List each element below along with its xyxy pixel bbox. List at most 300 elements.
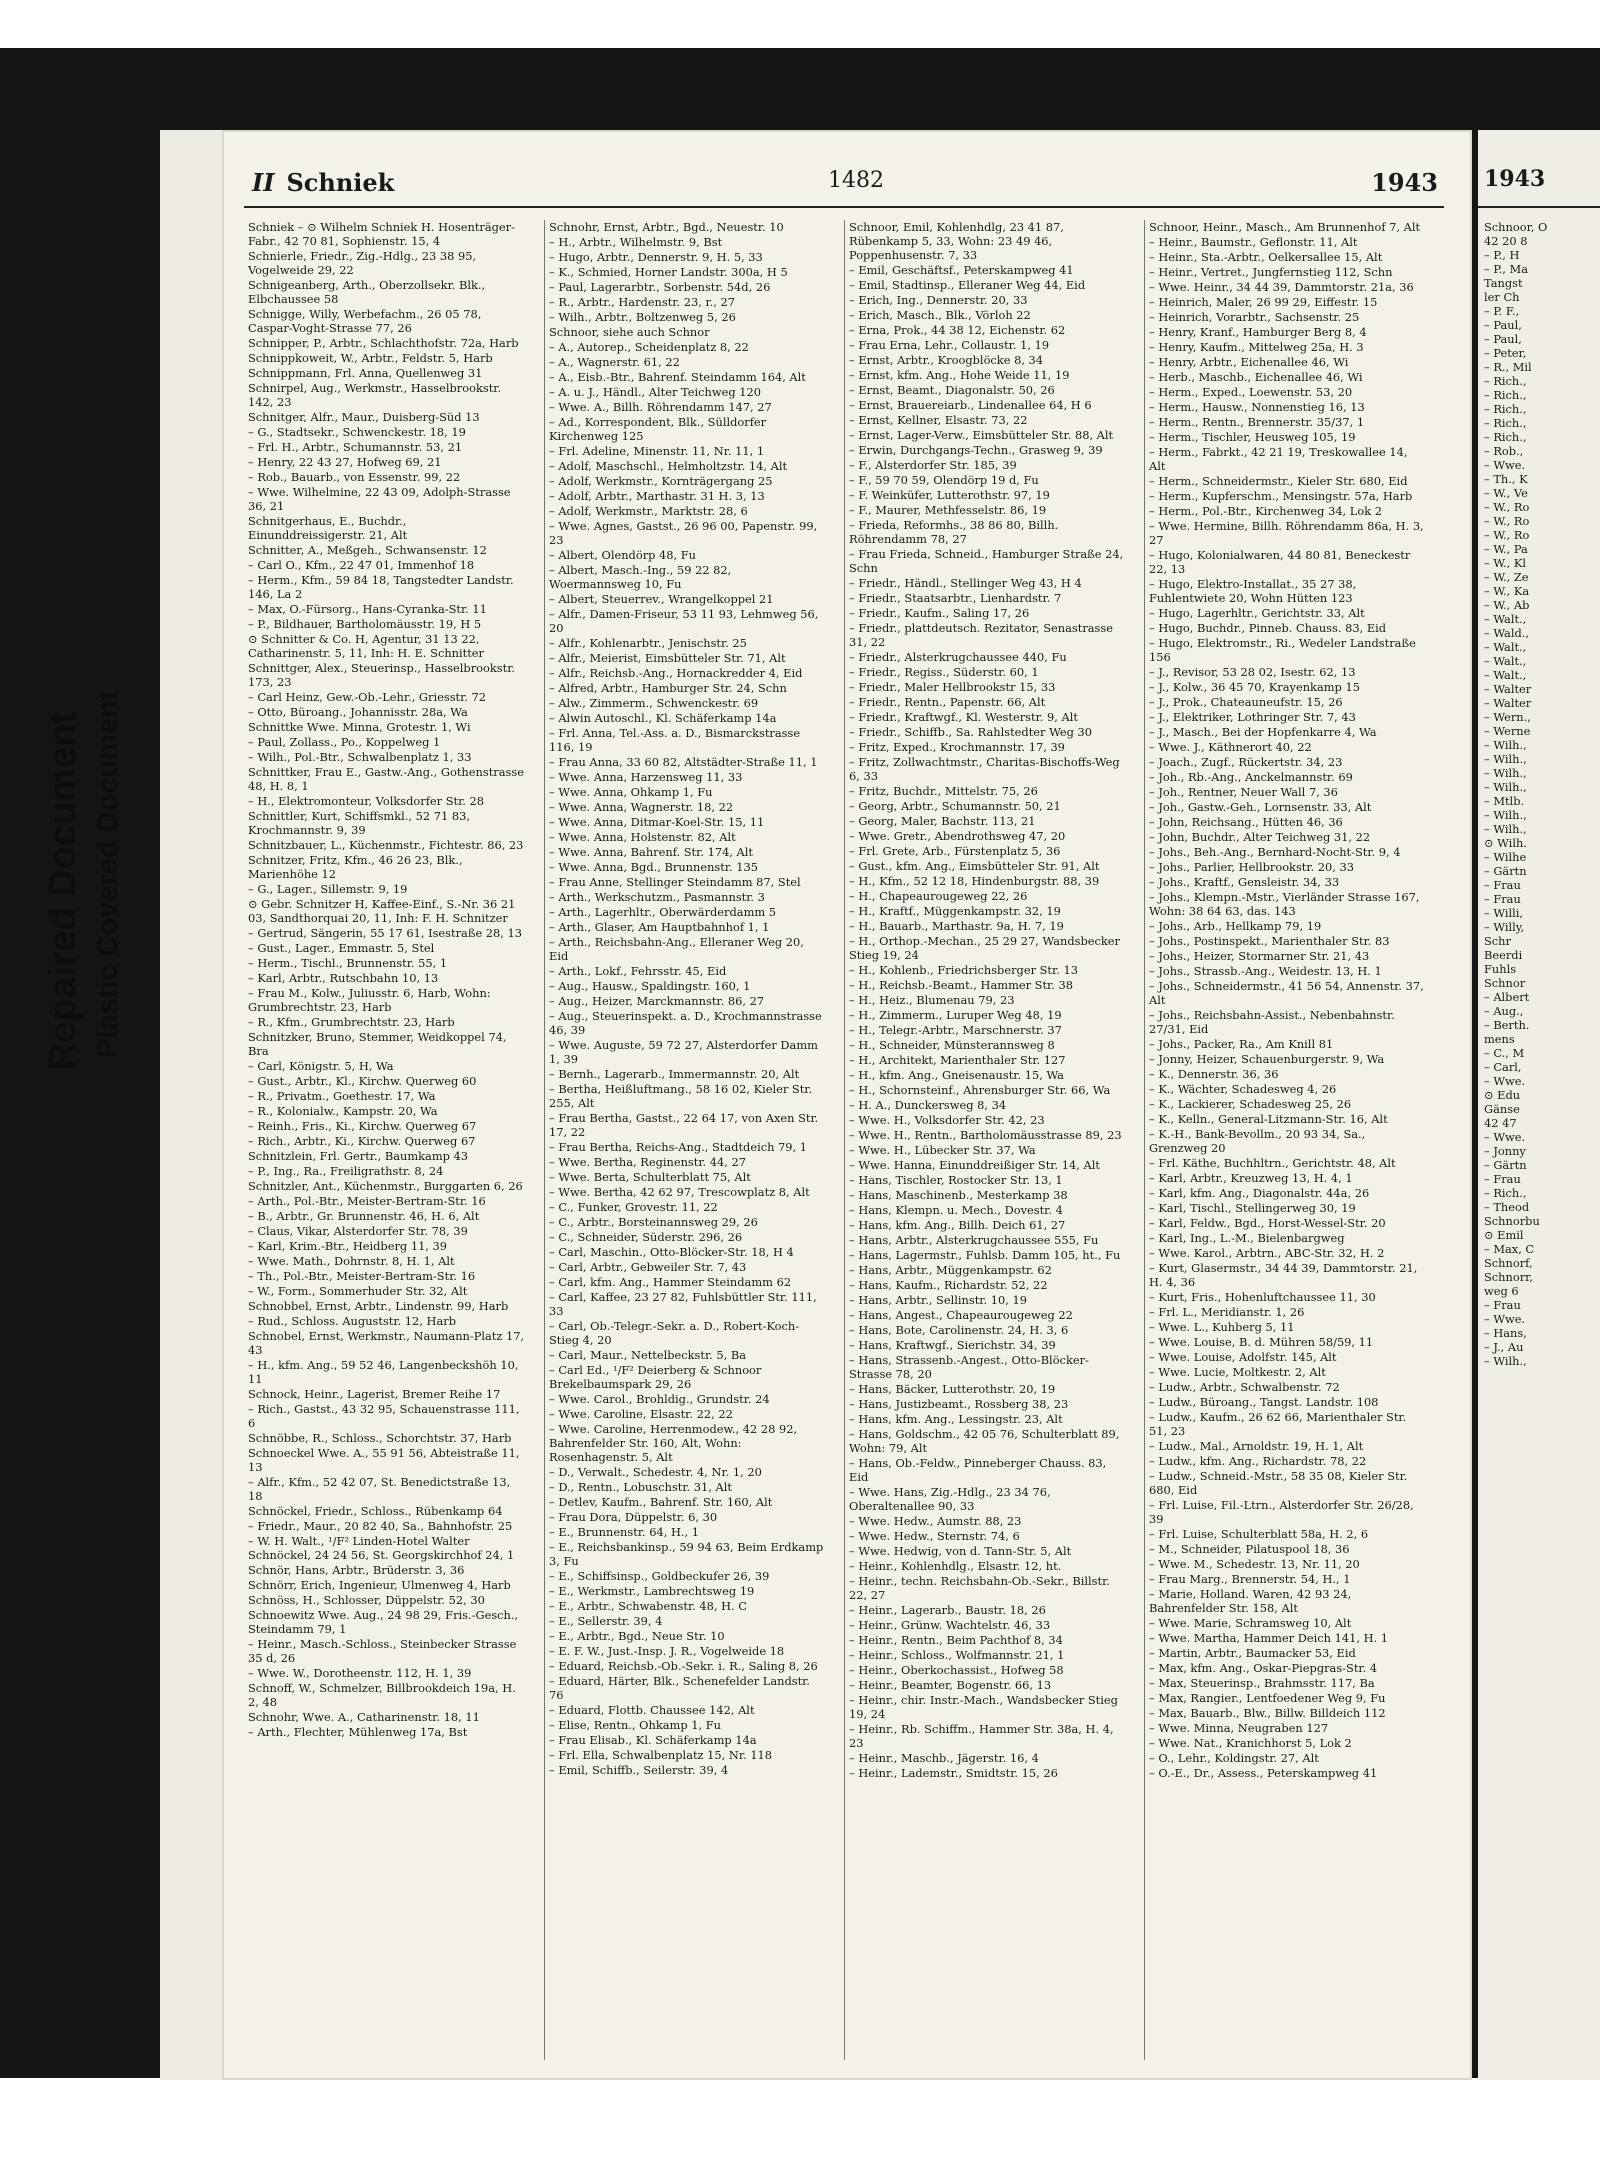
directory-entry: – Wwe. Nat., Kranichhorst 5, Lok 2 — [1149, 1736, 1352, 1750]
directory-entry: Schnitzer, Fritz, Kfm., 46 26 23, Blk., Marienhöhe 12 — [248, 853, 463, 881]
next-page-line: – W., Ze — [1484, 570, 1529, 584]
next-page-line: ⊙ Emil — [1484, 1228, 1524, 1242]
directory-entry: – Herm., Kfm., 59 84 18, Tangstedter Landstr. 146, La 2 — [248, 573, 514, 601]
directory-entry: ⊙ Schnitter & Co. H, Agentur, 31 13 22, Catharinenstr. 5, 11, Inh: H. E. Schnitter — [248, 632, 484, 660]
directory-entry: – Hans, Strassenb.-Angest., Otto-Blöcker-Strasse 78, 20 — [849, 1353, 1089, 1381]
directory-entry: – Wwe. Heinr., 34 44 39, Dammtorstr. 21a, 36 — [1149, 280, 1414, 294]
directory-entry: – Heinr., Sta.-Arbtr., Oelkersallee 15, Alt — [1149, 250, 1383, 264]
directory-entry: Schnigge, Willy, Werbefachm., 26 05 78, Caspar-Voght-Strasse 77, 26 — [248, 307, 482, 335]
next-page-line: – Albert — [1484, 990, 1530, 1004]
directory-entry: – Johs., Heizer, Stormarner Str. 21, 43 — [1149, 949, 1370, 963]
directory-entry: – Frl. L., Meridianstr. 1, 26 — [1149, 1305, 1305, 1319]
directory-entry: Schnittke Wwe. Minna, Grotestr. 1, Wi — [248, 720, 471, 734]
directory-entry: – Hugo, Elektromstr., Ri., Wedeler Landstraße 156 — [1149, 636, 1416, 664]
directory-entry: – Frl. H., Arbtr., Schumannstr. 53, 21 — [248, 440, 463, 454]
next-page-line: – Rich., — [1484, 430, 1527, 444]
directory-entry: – Wwe. L., Kuhberg 5, 11 — [1149, 1320, 1295, 1334]
directory-entry: Schnöss, H., Schlosser, Düppelstr. 52, 30 — [248, 1593, 485, 1607]
directory-entry: – Alfr., Damen-Friseur, 53 11 93, Lehmweg 56, 20 — [549, 607, 819, 635]
directory-entry: – Herm., Hausw., Nonnenstieg 16, 13 — [1149, 400, 1365, 414]
directory-entry: – Wwe. J., Käthnerort 40, 22 — [1149, 740, 1312, 754]
directory-entry: – Wwe. Martha, Hammer Deich 141, H. 1 — [1149, 1631, 1388, 1645]
directory-entry: Schnoor, siehe auch Schnor — [549, 325, 710, 339]
directory-entry: – Hans, kfm. Ang., Lessingstr. 23, Alt — [849, 1412, 1063, 1426]
directory-entry: – Alfr., Kfm., 52 42 07, St. Benedictstraße 13, 18 — [248, 1475, 511, 1503]
directory-entry: – D., Verwalt., Schedestr. 4, Nr. 1, 20 — [549, 1465, 762, 1479]
directory-entry: – Gust., Arbtr., Kl., Kirchw. Querweg 60 — [248, 1074, 477, 1088]
directory-entry: – Arth., Glaser, Am Hauptbahnhof 1, 1 — [549, 920, 770, 934]
directory-entry: – Wwe. Anna, Ditmar-Koel-Str. 15, 11 — [549, 815, 765, 829]
directory-entry: – C., Arbtr., Borsteinannsweg 29, 26 — [549, 1215, 758, 1229]
directory-entry: – B., Arbtr., Gr. Brunnenstr. 46, H. 6, Alt — [248, 1209, 480, 1223]
directory-entry: – Hans, Tischler, Rostocker Str. 13, 1 — [849, 1173, 1063, 1187]
directory-entry: – Carl, Ob.-Telegr.-Sekr. a. D., Robert-Koch-Stieg 4, 20 — [549, 1319, 800, 1347]
next-page-line: – Gärtn — [1484, 1158, 1527, 1172]
next-page-line: – W., Pa — [1484, 542, 1528, 556]
directory-entry: – Heinr., Lademstr., Smidtstr. 15, 26 — [849, 1766, 1058, 1780]
directory-entry: – Heinr., Baumstr., Geflonstr. 11, Alt — [1149, 235, 1358, 249]
directory-entry: – Hans, Kaufm., Richardstr. 52, 22 — [849, 1278, 1048, 1292]
directory-entry: – Heinr., Oberkochassist., Hofweg 58 — [849, 1663, 1064, 1677]
directory-entry: – Hans, Bäcker, Lutterothstr. 20, 19 — [849, 1382, 1056, 1396]
next-page-line: – Rich., — [1484, 388, 1527, 402]
directory-entry: – Heinr., Beamter, Bogenstr. 66, 13 — [849, 1678, 1052, 1692]
next-page-line: – Willy, — [1484, 920, 1525, 934]
directory-entry: – R., Kolonialw., Kampstr. 20, Wa — [248, 1104, 438, 1118]
directory-entry: – Gust., kfm. Ang., Eimsbütteler Str. 91, Alt — [849, 859, 1100, 873]
directory-entry: – Herb., Maschb., Eichenallee 46, Wi — [1149, 370, 1363, 384]
directory-entry: – Bernh., Lagerarb., Immermannstr. 20, Alt — [549, 1067, 800, 1081]
next-page-line: – Gärtn — [1484, 864, 1527, 878]
directory-entry: – Bertha, Heißluftmang., 58 16 02, Kieler Str. 255, Alt — [549, 1082, 813, 1110]
directory-entry: – Wwe. Auguste, 59 72 27, Alsterdorfer Damm 1, 39 — [549, 1038, 818, 1066]
directory-entry: – Wwe. Hedw., Sternstr. 74, 6 — [849, 1529, 1020, 1543]
directory-entry: Schnohr, Ernst, Arbtr., Bgd., Neuestr. 10 — [549, 220, 784, 234]
directory-entry: – Hans, Klempn. u. Mech., Dovestr. 4 — [849, 1203, 1063, 1217]
directory-entry: – A., Wagnerstr. 61, 22 — [549, 355, 680, 369]
running-head — [252, 168, 394, 197]
directory-entry: – Georg, Arbtr., Schumannstr. 50, 21 — [849, 799, 1061, 813]
directory-entry: – Herm., Pol.-Btr., Kirchenweg 34, Lok 2 — [1149, 504, 1382, 518]
directory-entry: – J., Masch., Bei der Hopfenkarre 4, Wa — [1149, 725, 1377, 739]
directory-entry: – Hans, Bote, Carolinenstr. 24, H. 3, 6 — [849, 1323, 1069, 1337]
next-page-line: – Frau — [1484, 892, 1521, 906]
next-page-line: – Theod — [1484, 1200, 1530, 1214]
directory-entry: – H., Kohlenb., Friedrichsberger Str. 13 — [849, 963, 1078, 977]
directory-entry: – H., Schornsteinf., Ahrensburger Str. 66, Wa — [849, 1083, 1111, 1097]
directory-entry: – Rud., Schloss. Auguststr. 12, Harb — [248, 1314, 457, 1328]
directory-entry: – Heinr., chir. Instr.-Mach., Wandsbecker Stieg 19, 24 — [849, 1693, 1118, 1721]
directory-entry: Schnitger, Alfr., Maur., Duisberg-Süd 13 — [248, 410, 480, 424]
directory-entry: – Wwe. Anna, Holstenstr. 82, Alt — [549, 830, 736, 844]
listing-columns — [244, 220, 1444, 2060]
directory-entry: – F., Alsterdorfer Str. 185, 39 — [849, 458, 1017, 472]
next-page-line: – Wilh., — [1484, 822, 1527, 836]
directory-entry: – Arth., Lokf., Fehrsstr. 45, Eid — [549, 964, 727, 978]
next-page-line: – Wilhe — [1484, 850, 1527, 864]
directory-entry: – E., Brunnenstr. 64, H., 1 — [549, 1525, 700, 1539]
directory-entry: – John, Buchdr., Alter Teichweg 31, 22 — [1149, 830, 1371, 844]
directory-entry: – Georg, Maler, Bachstr. 113, 21 — [849, 814, 1036, 828]
next-page-line: – Carl, — [1484, 1060, 1522, 1074]
directory-entry: – Frl. Luise, Schulterblatt 58a, H. 2, 6 — [1149, 1527, 1369, 1541]
directory-entry: – Wwe. Louise, B. d. Mühren 58/59, 11 — [1149, 1335, 1374, 1349]
next-page-line: ler Ch — [1484, 290, 1520, 304]
directory-entry: – Karl, Krim.-Btr., Heidberg 11, 39 — [248, 1239, 448, 1253]
directory-entry: – Wwe. A., Billh. Röhrendamm 147, 27 — [549, 400, 772, 414]
next-page-line: – Berth. — [1484, 1018, 1530, 1032]
directory-entry: Schnittker, Frau E., Gastw.-Ang., Gothenstrasse 48, H. 8, 1 — [248, 765, 524, 793]
directory-entry: – Henry, Kranf., Hamburger Berg 8, 4 — [1149, 325, 1367, 339]
next-page-line: 42 20 8 — [1484, 234, 1528, 248]
next-page-line: – Frau — [1484, 1298, 1521, 1312]
next-page-line: – Walter — [1484, 696, 1532, 710]
directory-entry: – Joach., Zugf., Rückertstr. 34, 23 — [1149, 755, 1343, 769]
directory-entry: – Ludw., Mal., Arnoldstr. 19, H. 1, Alt — [1149, 1439, 1364, 1453]
directory-entry: Schnitgerhaus, E., Buchdr., Einunddreissigerstr. 21, Alt — [248, 514, 408, 542]
directory-entry: – H., Bauarb., Marthastr. 9a, H. 7, 19 — [849, 919, 1064, 933]
directory-entry: – Hugo, Buchdr., Pinneb. Chauss. 83, Eid — [1149, 621, 1387, 635]
directory-entry: Schnittger, Alex., Steuerinsp., Hasselbrookstr. 173, 23 — [248, 661, 516, 689]
next-page-line: – Peter, — [1484, 346, 1527, 360]
directory-entry: – Hans, Lagermstr., Fuhlsb. Damm 105, ht., Fu — [849, 1248, 1121, 1262]
directory-entry: – Herm., Fabrkt., 42 21 19, Treskowallee 14, Alt — [1149, 445, 1408, 473]
directory-entry: – Gust., Lager., Emmastr. 5, Stel — [248, 941, 435, 955]
directory-entry: – H., Orthop.-Mechan., 25 29 27, Wandsbecker Stieg 19, 24 — [849, 934, 1120, 962]
directory-entry: – Fritz, Zollwachtmstr., Charitas-Bischoffs-Weg 6, 33 — [849, 755, 1120, 783]
directory-entry: – Max, kfm. Ang., Oskar-Piepgras-Str. 4 — [1149, 1661, 1378, 1675]
next-page-line: – Werne — [1484, 724, 1531, 738]
directory-entry: Schnoewitz Wwe. Aug., 24 98 29, Fris.-Gesch., Steindamm 79, 1 — [248, 1608, 519, 1636]
directory-entry: – H., kfm. Ang., Gneisenaustr. 15, Wa — [849, 1068, 1064, 1082]
next-page-line: – Wald., — [1484, 626, 1529, 640]
directory-entry: – Frl. Grete, Arb., Fürstenplatz 5, 36 — [849, 844, 1061, 858]
directory-entry: – Karl, Ing., L.-M., Bielenbargweg — [1149, 1231, 1345, 1245]
next-page-line: 42 47 — [1484, 1116, 1517, 1130]
directory-entry: – Alfr., Meierist, Eimsbütteler Str. 71, Alt — [549, 651, 786, 665]
directory-entry: – W., Form., Sommerhuder Str. 32, Alt — [248, 1284, 468, 1298]
next-page-line: – Willi, — [1484, 906, 1524, 920]
directory-entry: – Friedr., Kraftwgf., Kl. Westerstr. 9, Alt — [849, 710, 1078, 724]
directory-entry: Schnohr, Wwe. A., Catharinenstr. 18, 11 — [248, 1710, 480, 1724]
directory-entry: – Adolf, Arbtr., Marthastr. 31 H. 3, 13 — [549, 489, 765, 503]
directory-entry: – H., Telegr.-Arbtr., Marschnerstr. 37 — [849, 1023, 1062, 1037]
directory-entry: – Wwe. Marie, Schramsweg 10, Alt — [1149, 1616, 1352, 1630]
directory-entry: – Frl. Ella, Schwalbenplatz 15, Nr. 118 — [549, 1748, 773, 1762]
next-page-line: – Mtlb. — [1484, 794, 1525, 808]
directory-entry: – Hugo, Arbtr., Dennerstr. 9, H. 5, 33 — [549, 250, 763, 264]
directory-entry: – Arth., Pol.-Btr., Meister-Bertram-Str. 16 — [248, 1194, 486, 1208]
directory-entry: – Wwe. Anna, Harzensweg 11, 33 — [549, 770, 743, 784]
directory-entry: – Wwe. Gretr., Abendrothsweg 47, 20 — [849, 829, 1066, 843]
next-page-line: Tangst — [1484, 276, 1523, 290]
next-page-lines — [1478, 220, 1600, 1368]
directory-entry: – Gertrud, Sängerin, 55 17 61, Isestraße 28, 13 — [248, 926, 523, 940]
next-page-line: – Max, C — [1484, 1242, 1535, 1256]
directory-entry: Schnippmann, Frl. Anna, Quellenweg 31 — [248, 366, 483, 380]
directory-entry: – G., Lager., Sillemstr. 9, 19 — [248, 882, 408, 896]
next-page-line: – Walt., — [1484, 612, 1527, 626]
directory-entry: – Aug., Hausw., Spaldingstr. 160, 1 — [549, 979, 751, 993]
directory-entry: – Joh., Rb.-Ang., Anckelmannstr. 69 — [1149, 770, 1353, 784]
directory-entry: – Heinrich, Maler, 26 99 29, Eiffestr. 15 — [1149, 295, 1378, 309]
directory-entry: – J., Kolw., 36 45 70, Krayenkamp 15 — [1149, 680, 1360, 694]
directory-entry: – K., Dennerstr. 36, 36 — [1149, 1067, 1279, 1081]
directory-entry: – Frau Dora, Düppelstr. 6, 30 — [549, 1510, 718, 1524]
directory-entry: – Karl, Tischl., Stellingerweg 30, 19 — [1149, 1201, 1356, 1215]
directory-entry: – E., Sellerstr. 39, 4 — [549, 1614, 663, 1628]
next-page-line: Schnorr, — [1484, 1270, 1533, 1284]
directory-entry: Schnitzbauer, L., Küchenmstr., Fichtestr. 86, 23 — [248, 838, 524, 852]
directory-entry: – Arth., Flechter, Mühlenweg 17a, Bst — [248, 1725, 468, 1739]
directory-entry: Schnittler, Kurt, Schiffsmkl., 52 71 83, Krochmannstr. 9, 39 — [248, 809, 470, 837]
directory-entry: – Aug., Heizer, Marckmannstr. 86, 27 — [549, 994, 765, 1008]
directory-entry: – H., Architekt, Marienthaler Str. 127 — [849, 1053, 1066, 1067]
directory-entry: ⊙ Gebr. Schnitzer H, Kaffee-Einf., S.-Nr. 36 21 03, Sandthorquai 20, 11, Inh: F. H. Schnitzer — [248, 897, 516, 925]
directory-entry: Schnitzlein, Frl. Gertr., Baumkamp 43 — [248, 1149, 469, 1163]
directory-entry: – Wilh., Arbtr., Boltzenweg 5, 26 — [549, 310, 736, 324]
next-page-line: – Wwe. — [1484, 1130, 1526, 1144]
next-page-line: – W., Kl — [1484, 556, 1527, 570]
directory-entry: – Wwe. Minna, Neugraben 127 — [1149, 1721, 1329, 1735]
directory-entry: – Wwe. Bertha, Reginenstr. 44, 27 — [549, 1155, 747, 1169]
directory-entry: – Rich., Arbtr., Ki., Kirchw. Querweg 67 — [248, 1134, 476, 1148]
next-page-line: – Wwe. — [1484, 1312, 1526, 1326]
next-page-line: – Wilh., — [1484, 738, 1527, 752]
next-page-line: Schnoor, O — [1484, 220, 1548, 234]
next-page-line: – J., Au — [1484, 1340, 1524, 1354]
directory-entry: Schnock, Heinr., Lagerist, Bremer Reihe 17 — [248, 1387, 501, 1401]
directory-entry: – Alfred, Arbtr., Hamburger Str. 24, Schn — [549, 681, 787, 695]
directory-entry: – Heinr., Vertret., Jungfernstieg 112, Schn — [1149, 265, 1393, 279]
directory-entry: – Johs., Parlier, Hellbrookstr. 20, 33 — [1149, 860, 1355, 874]
directory-entry: – Hans, Maschinenb., Mesterkamp 38 — [849, 1188, 1068, 1202]
directory-entry: – Frau Frieda, Schneid., Hamburger Straße 24, Schn — [849, 547, 1124, 575]
directory-entry: – Eduard, Härter, Blk., Schenefelder Landstr. 76 — [549, 1674, 810, 1702]
directory-entry: – Friedr., Alsterkrugchaussee 440, Fu — [849, 650, 1067, 664]
directory-entry: – Hans, Justizbeamt., Rossberg 38, 23 — [849, 1397, 1069, 1411]
directory-entry: – H., Reichsb.-Beamt., Hammer Str. 38 — [849, 978, 1073, 992]
directory-entry: – P., Ing., Ra., Freiligrathstr. 8, 24 — [248, 1164, 444, 1178]
directory-entry: – R., Privatm., Goethestr. 17, Wa — [248, 1089, 436, 1103]
directory-entry: – Frl. Luise, Fil.-Ltrn., Alsterdorfer Str. 26/28, 39 — [1149, 1498, 1414, 1526]
directory-entry: – Rob., Bauarb., von Essenstr. 99, 22 — [248, 470, 461, 484]
next-page-line: Fuhls — [1484, 962, 1517, 976]
directory-entry: – Alfr., Kohlenarbtr., Jenischstr. 25 — [549, 636, 747, 650]
directory-entry: – Eduard, Flottb. Chaussee 142, Alt — [549, 1703, 755, 1717]
directory-entry: – Heinr., techn. Reichsbahn-Ob.-Sekr., Billstr. 22, 27 — [849, 1574, 1110, 1602]
directory-entry: – K., Kelln., General-Litzmann-Str. 16, Alt — [1149, 1112, 1388, 1126]
directory-entry: – Aug., Steuerinspekt. a. D., Krochmannstrasse 46, 39 — [549, 1009, 822, 1037]
next-page-line: Beerdi — [1484, 948, 1523, 962]
directory-entry: – Wwe. Math., Dohrnstr. 8, H. 1, Alt — [248, 1254, 455, 1268]
directory-entry: Schnörr, Erich, Ingenieur, Ulmenweg 4, Harb — [248, 1578, 511, 1592]
directory-entry: – Herm., Tischler, Heusweg 105, 19 — [1149, 430, 1356, 444]
directory-entry: – H., Arbtr., Wilhelmstr. 9, Bst — [549, 235, 723, 249]
directory-entry: – John, Reichsang., Hütten 46, 36 — [1149, 815, 1343, 829]
directory-entry: – Carl, kfm. Ang., Hammer Steindamm 62 — [549, 1275, 792, 1289]
column-4 — [1144, 220, 1430, 2060]
directory-entry: – Frau M., Kolw., Juliusstr. 6, Harb, Wohn: Grumbrechtstr. 23, Harb — [248, 986, 491, 1014]
next-page-edge — [1478, 130, 1600, 2080]
next-page-line: mens — [1484, 1032, 1515, 1046]
directory-entry: – A., Autorep., Scheidenplatz 8, 22 — [549, 340, 749, 354]
directory-entry: – J., Prok., Chateauneufstr. 15, 26 — [1149, 695, 1343, 709]
next-page-line: – Jonny — [1484, 1144, 1526, 1158]
directory-entry: – Ad., Korrespondent, Blk., Sülldorfer Kirchenweg 125 — [549, 415, 767, 443]
directory-entry: Schnitter, A., Meßgeh., Schwansenstr. 12 — [248, 543, 487, 557]
next-page-line: – P. F., — [1484, 304, 1520, 318]
directory-entry: – Hans, Kraftwgf., Sierichstr. 34, 39 — [849, 1338, 1056, 1352]
directory-entry: – P., Bildhauer, Bartholomäusstr. 19, H 5 — [248, 617, 482, 631]
next-page-line: – Wilh., — [1484, 766, 1527, 780]
directory-entry: – F. Weinküfer, Lutterothstr. 97, 19 — [849, 488, 1050, 502]
next-page-line: – Paul, — [1484, 318, 1522, 332]
directory-entry: – Friedr., plattdeutsch. Rezitator, Senastrasse 31, 22 — [849, 621, 1113, 649]
directory-entry: – Hans, Ob.-Feldw., Pinneberger Chauss. 83, Eid — [849, 1456, 1107, 1484]
directory-entry: Schnigeanberg, Arth., Oberzollsekr. Blk., Elbchaussee 58 — [248, 278, 486, 306]
directory-entry: – Hans, Arbtr., Sellinstr. 10, 19 — [849, 1293, 1027, 1307]
directory-entry: – K., Lackierer, Schadesweg 25, 26 — [1149, 1097, 1352, 1111]
directory-entry: – Carl O., Kfm., 22 47 01, Immenhof 18 — [248, 558, 475, 572]
header-surname: Schniek — [286, 168, 395, 197]
directory-entry: – Friedr., Maler Hellbrookstr 15, 33 — [849, 680, 1056, 694]
directory-entry: – Rich., Gastst., 43 32 95, Schauenstrasse 111, 6 — [248, 1402, 520, 1430]
directory-entry: – O.-E., Dr., Assess., Peterskampweg 41 — [1149, 1766, 1378, 1780]
directory-entry: – Heinr., Maschb., Jägerstr. 16, 4 — [849, 1751, 1039, 1765]
next-page-line: – Wilh., — [1484, 1354, 1527, 1368]
directory-entry: – Adolf, Maschschl., Helmholtzstr. 14, Alt — [549, 459, 788, 473]
directory-entry: – Wwe. Carol., Brohldig., Grundstr. 24 — [549, 1392, 770, 1406]
directory-entry: – H., kfm. Ang., 59 52 46, Langenbeckshöh 10, 11 — [248, 1358, 519, 1386]
directory-entry: – C., Schneider, Süderstr. 296, 26 — [549, 1230, 743, 1244]
directory-entry: – Arth., Werkschutzm., Pasmannstr. 3 — [549, 890, 765, 904]
directory-entry: – K., Wächter, Schadesweg 4, 26 — [1149, 1082, 1337, 1096]
directory-entry: – Kurt, Fris., Hohenluftchaussee 11, 30 — [1149, 1290, 1376, 1304]
directory-entry: – Wwe. M., Schedestr. 13, Nr. 11, 20 — [1149, 1557, 1360, 1571]
column-1 — [244, 220, 530, 2060]
directory-entry: – Friedr., Schiffb., Sa. Rahlstedter Weg 30 — [849, 725, 1093, 739]
directory-entry: Schnitzler, Ant., Küchenmstr., Burggarten 6, 26 — [248, 1179, 523, 1193]
directory-entry: – Ernst, Beamt., Diagonalstr. 50, 26 — [849, 383, 1055, 397]
directory-entry: – Friedr., Staatsarbtr., Lienhardstr. 7 — [849, 591, 1062, 605]
next-page-line: – R., Mil — [1484, 360, 1532, 374]
next-page-line: – Rich., — [1484, 402, 1527, 416]
directory-entry: – Arth., Lagerhltr., Oberwärderdamm 5 — [549, 905, 777, 919]
directory-entry: Schniek – ⊙ Wilhelm Schniek H. Hosenträger-Fabr., 42 70 81, Sophienstr. 15, 4 — [248, 220, 515, 248]
directory-entry: – Joh., Rentner, Neuer Wall 7, 36 — [1149, 785, 1338, 799]
directory-entry: – Herm., Schneidermstr., Kieler Str. 680, Eid — [1149, 474, 1408, 488]
directory-entry: – E. F. W., Just.-Insp. J. R., Vogelweide 18 — [549, 1644, 785, 1658]
directory-entry: – Max, Rangier., Lentfoedener Weg 9, Fu — [1149, 1691, 1386, 1705]
directory-entry: – C., Funker, Grovestr. 11, 22 — [549, 1200, 718, 1214]
directory-entry: – Jonny, Heizer, Schauenburgerstr. 9, Wa — [1149, 1052, 1385, 1066]
directory-entry: – Wwe. Anna, Wagnerstr. 18, 22 — [549, 800, 734, 814]
next-page-line: – Aug., — [1484, 1004, 1524, 1018]
directory-entry: – Wwe. H., Rentn., Bartholomäusstrasse 89, 23 — [849, 1128, 1122, 1142]
directory-entry: – H., Chapeaurougeweg 22, 26 — [849, 889, 1028, 903]
directory-entry: Schnoor, Heinr., Masch., Am Brunnenhof 7, Alt — [1149, 220, 1421, 234]
directory-entry: – Alfr., Reichsb.-Ang., Hornackredder 4, Eid — [549, 666, 803, 680]
directory-entry: – Friedr., Maur., 20 82 40, Sa., Bahnhofstr. 25 — [248, 1519, 513, 1533]
directory-entry: – H., Heiz., Blumenau 79, 23 — [849, 993, 1015, 1007]
directory-entry: – K.-H., Bank-Bevollm., 20 93 34, Sa., Grenzweg 20 — [1149, 1127, 1366, 1155]
directory-entry: – Wwe. Hedw., Aumstr. 88, 23 — [849, 1514, 1022, 1528]
directory-entry: – Hans, kfm. Ang., Billh. Deich 61, 27 — [849, 1218, 1066, 1232]
directory-entry: – Wwe. Lucie, Moltkestr. 2, Alt — [1149, 1365, 1326, 1379]
directory-entry: – Wwe. Caroline, Herrenmodew., 42 28 92, Bahrenfelder Str. 160, Alt, Wohn: Rosenhagenstr. 5, Alt — [549, 1422, 798, 1464]
directory-entry: – Johs., Packer, Ra., Am Knill 81 — [1149, 1037, 1334, 1051]
directory-entry: – Hans, Arbtr., Alsterkrugchaussee 555, Fu — [849, 1233, 1099, 1247]
column-3 — [844, 220, 1130, 2060]
next-page-line: Schnor — [1484, 976, 1526, 990]
directory-entry: – Frau Elisab., Kl. Schäferkamp 14a — [549, 1733, 757, 1747]
directory-entry: – Karl, Arbtr., Kreuzweg 13, H. 4, 1 — [1149, 1171, 1353, 1185]
directory-entry: – Heinr., Rb. Schiffm., Hammer Str. 38a, H. 4, 23 — [849, 1722, 1114, 1750]
directory-entry: – Albert, Olendörp 48, Fu — [549, 548, 697, 562]
directory-entry: – Wwe. Caroline, Elsastr. 22, 22 — [549, 1407, 733, 1421]
directory-entry: – Ludw., Büroang., Tangst. Landstr. 108 — [1149, 1395, 1379, 1409]
directory-entry: – E., Reichsbankinsp., 59 94 63, Beim Erdkamp 3, Fu — [549, 1540, 824, 1568]
directory-entry: – Wwe. Agnes, Gastst., 26 96 00, Papenstr. 99, 23 — [549, 519, 818, 547]
directory-entry: – Emil, Schiffb., Seilerstr. 39, 4 — [549, 1763, 729, 1777]
next-page-line: – Rich., — [1484, 1186, 1527, 1200]
directory-entry: – F., Maurer, Methfesselstr. 86, 19 — [849, 503, 1047, 517]
directory-entry: – Karl, Feldw., Bgd., Horst-Wessel-Str. 20 — [1149, 1216, 1386, 1230]
directory-entry: – Frau Anna, 33 60 82, Altstädter-Straße 11, 1 — [549, 755, 818, 769]
next-page-line: – Wwe. — [1484, 1074, 1526, 1088]
directory-entry: – Frau Marg., Brennerstr. 54, H., 1 — [1149, 1572, 1351, 1586]
next-page-line: Schr — [1484, 934, 1511, 948]
directory-entry: – Frau Erna, Lehr., Collaustr. 1, 19 — [849, 338, 1050, 352]
directory-entry: – Johs., Arb., Hellkamp 79, 19 — [1149, 919, 1322, 933]
next-page-line: – Rich., — [1484, 374, 1527, 388]
directory-entry: – Frl. Adeline, Minenstr. 11, Nr. 11, 1 — [549, 444, 765, 458]
directory-entry: – Albert, Steuerrev., Wrangelkoppel 21 — [549, 592, 774, 606]
directory-entry: – Wwe. Hermine, Billh. Röhrendamm 86a, H. 3, 27 — [1149, 519, 1424, 547]
next-page-line: – W., Ka — [1484, 584, 1530, 598]
directory-entry: Schnipper, P., Arbtr., Schlachthofstr. 72a, Harb — [248, 336, 519, 350]
directory-entry: – A. u. J., Händl., Alter Teichweg 120 — [549, 385, 761, 399]
directory-entry: – Wilh., Pol.-Btr., Schwalbenplatz 1, 33 — [248, 750, 472, 764]
directory-entry: – D., Rentn., Lobuschstr. 31, Alt — [549, 1480, 732, 1494]
directory-entry: – Emil, Geschäftsf., Peterskampweg 41 — [849, 263, 1074, 277]
next-page-line: – W., Ro — [1484, 514, 1530, 528]
directory-entry: – H., Kraftf., Müggenkampstr. 32, 19 — [849, 904, 1061, 918]
next-page-line: Schnorf, — [1484, 1256, 1533, 1270]
directory-entry: – G., Stadtsekr., Schwenckestr. 18, 19 — [248, 425, 466, 439]
directory-entry: – Wwe. Hedwig, von d. Tann-Str. 5, Alt — [849, 1544, 1072, 1558]
directory-entry: Schnippkoweit, W., Arbtr., Feldstr. 5, Harb — [248, 351, 493, 365]
directory-entry: – R., Arbtr., Hardenstr. 23, r., 27 — [549, 295, 736, 309]
directory-entry: – Friedr., Händl., Stellinger Weg 43, H 4 — [849, 576, 1082, 590]
next-page-line: – Walt., — [1484, 668, 1527, 682]
next-page-line: – Walter — [1484, 682, 1532, 696]
directory-entry: – Joh., Gastw.-Geh., Lornsenstr. 33, Alt — [1149, 800, 1372, 814]
directory-entry: – Erna, Prok., 44 38 12, Eichenstr. 62 — [849, 323, 1066, 337]
directory-entry: – Ludw., Kaufm., 26 62 66, Marienthaler Str. 51, 23 — [1149, 1410, 1407, 1438]
directory-entry: – Martin, Arbtr., Baumacker 53, Eid — [1149, 1646, 1356, 1660]
directory-entry: – Detlev, Kaufm., Bahrenf. Str. 160, Alt — [549, 1495, 773, 1509]
directory-entry: – Otto, Büroang., Johannisstr. 28a, Wa — [248, 705, 468, 719]
next-page-line: – W., Ab — [1484, 598, 1530, 612]
directory-entry: – Wwe. Anna, Ohkamp 1, Fu — [549, 785, 713, 799]
directory-entry: – Ernst, Kellner, Elsastr. 73, 22 — [849, 413, 1028, 427]
directory-entry: – Karl, kfm. Ang., Diagonalstr. 44a, 26 — [1149, 1186, 1370, 1200]
directory-entry: – Max, Bauarb., Blw., Billw. Billdeich 112 — [1149, 1706, 1386, 1720]
directory-entry: – Carl Heinz, Gew.-Ob.-Lehr., Griesstr. 72 — [248, 690, 487, 704]
directory-entry: – H., Kfm., 52 12 18, Hindenburgstr. 88, 39 — [849, 874, 1100, 888]
